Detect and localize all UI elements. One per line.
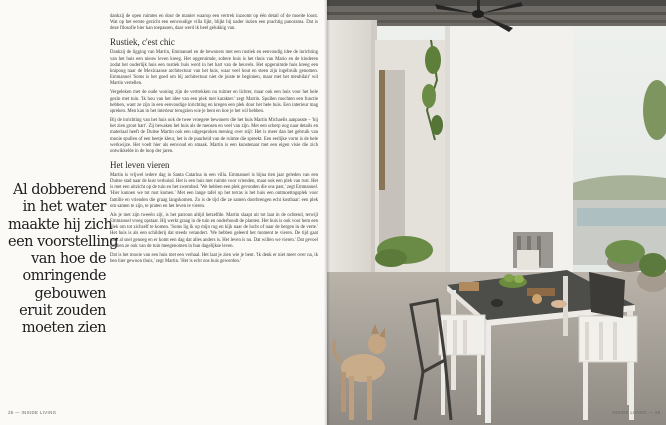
cup [491, 299, 503, 307]
pool-water [577, 208, 666, 226]
right-page [327, 0, 666, 425]
wood-shutter [379, 70, 385, 190]
plant-leaves [425, 46, 441, 74]
fruit [514, 275, 524, 283]
body-column [110, 14, 318, 268]
plant-leaves [422, 84, 436, 108]
left-page [0, 0, 327, 425]
pull-quote-line: gebouwen [34, 285, 106, 302]
body-paragraph: Bij de inrichting van het huis ook de twee vroegere bewoners die het huis Martin Michaelis aanpasste – 'bij het zien groot hart'. Zij bewaken het huis als de mensen en veel van zijn. Met een scherp oog naar details en materiaal heeft de Duitse Martin ook een uitgesproken mening over stijl: Het is meer dan het gebruik van mooie spullen of een beetje kleur, het is de puurheid van de ruimte die spreekt. Een eerlijke vorm is de hele werkwijze. Het voelt hier als eenvoud en smaak. Martin is een kunstenaar met een eigen visie die zich ontwikkelde in de loop der jaren. [110, 118, 318, 154]
pull-quote-line: eruit zouden [19, 303, 106, 320]
body-paragraph: Vergeleken met de oude woning zijn de vertrekken nu ruimer en lichter, maar ook een huis voor het hele gezin met tuin. 'Ik hou van het idee van een plek met karakter.' zegt Martin. Spullen mochten een functie hebben, want ze zijn in een eenvoudige inrichting en kregen een plek door het hele huis. Een interieur mag spreken. Men kan in het interieur terugzien wie je bent en hoe je het wil hebben. [110, 90, 318, 114]
bowl [551, 300, 567, 308]
page-gutter [324, 0, 330, 425]
central-column-edge [445, 26, 450, 296]
chair-dark-right [589, 272, 625, 318]
pull-quote-line: in het water [22, 199, 106, 216]
intro-paragraph: dankzij de open ruimtes en door de manier waarop een vertrek inzoomt op één detail of de moeite loont. Wat op het eerste gezicht een eenvoudige villa lijkt, blijkt bij nader inzien een prachtig panorama. Dat is deze filosofie hier kan toepassen, daar werd ik heel gelukkig van. [110, 14, 318, 32]
table-leg [485, 325, 491, 423]
planter-plant [605, 240, 645, 264]
pull-quote-line: omringende [22, 268, 106, 285]
pull-quote-line: van hoe de [31, 251, 106, 268]
ceiling-beam [327, 0, 666, 6]
jar [532, 294, 542, 304]
planter-plant [639, 253, 666, 277]
plant-leaves [431, 115, 443, 135]
body-paragraph: Dankzij de ligging van Martin, Emmanuel en de bewoners met een rustiek en eenvoudig idee de inrichting van het huis een nieuw leven kreeg. Het opgeruimde, sobere huis is het thuis van Mario en de kinderen zodat het ouderlijk huis een rustiek huis werd in het hart van de heuvels. Het opgeruimde huis kreeg een knipoog naar de Mexicaanse architectuur van het huis, waar veel hout en steen zijn ingebruik genomen. Emmanuel 'Soms is het goed om bij architectuur niet de juiste te beginnen, maar met het meubilair' wil Martin vertellen. [110, 50, 318, 87]
section-heading: Het leven vieren [110, 159, 170, 170]
terrace-photo [327, 0, 666, 425]
ceiling-beam [327, 12, 666, 15]
shrub [375, 249, 407, 267]
folio-right: INSIDE LIVING — 26 [612, 410, 661, 415]
folio-left: 25 — INSIDE LIVING [8, 410, 57, 415]
bread-board [527, 288, 555, 296]
fruit [504, 274, 514, 282]
left-column [327, 20, 375, 290]
body-paragraph: Martin is vrijwel iedere dag in Santa Catarina in een villa. Emmanuel is bijna tien jaar geleden van een Duitse stad naar de kust verhuisd. Het is een huis met ruimte voor vrienden, maar ook een plek van rust. Het is met een uitzicht op de tuin en het zwembad. 'We hebben een plek gevonden die ons past,' zegt Emmanuel. 'Hier kunnen we tot rust komen.' Met een lange tafel op het terras is het huis een ontmoetingsplek voor familie en vrienden die graag langskomen. Zo is de tijd die ze samen doorbrengen echt kostbaar: een plek om samen te zijn, te praten en het leven te vieren. [110, 172, 318, 209]
garden-chair [517, 250, 539, 270]
body-paragraph: Als je met zijn tweeën zijt, is het patroon altijd hetzelfde. Martin slaapt uit tot laat in de ochtend, terwijl Emmanuel vroeg opstaat. Hij werkt graag in de tuin en onderhoudt de planten. Het huis is ook voor hem een plek om tot zichzelf te komen. 'Soms lig ik op mijn rug en kijk naar de lucht of naar de bergen in de verte.' Het huis is als een schilderij dat steeds verandert. 'We hebben geleerd het moment te vieren. De tijd gaat toch al snel genoeg en er komt een dag dat alles anders is. Het leven is nu. Dat willen we vieren.' Dat gevoel hebben ze ook van de tuin meegenomen in hun dagelijkse leven. [110, 212, 318, 249]
box [459, 282, 479, 291]
section-heading: Rustiek, c'est chic [110, 37, 175, 48]
central-column [445, 26, 573, 296]
pull-quote [8, 182, 119, 338]
pull-quote-line: een voorstelling [8, 233, 119, 250]
pull-quote-line: moeten zien [21, 320, 106, 337]
body-paragraph: Dat is het mooie van een huis met een verhaal. Het laat je zien wie je bent. 'Ik denk er niet meer over na, ik ben hier gewoon thuis,' zegt Martin. 'Het is echt ons huis geworden.' [110, 252, 318, 264]
pull-quote-line: maakte hij zich [8, 216, 113, 233]
pull-quote-line: Al dobberend [12, 182, 106, 198]
